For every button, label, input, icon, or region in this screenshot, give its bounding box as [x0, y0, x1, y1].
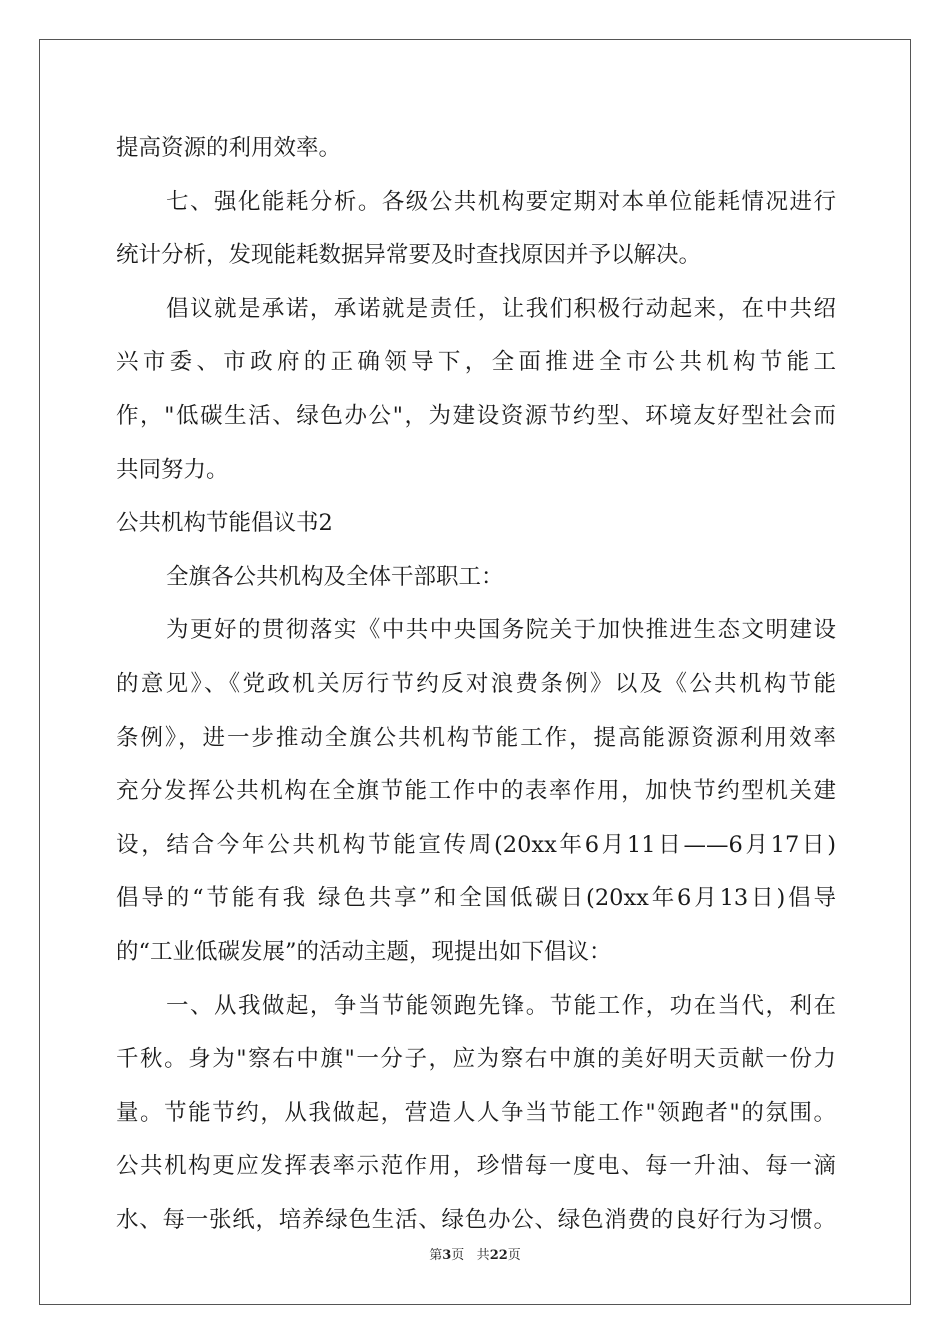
text-line: 千秋。身为"察右中旗"一分子，应为察右中旗的美好明天贡献一份力 [116, 1046, 836, 1073]
text-line: 一、从我做起，争当节能领跑先锋。节能工作，功在当代，利在 [166, 992, 836, 1019]
text-line: 的意见》、《党政机关厉行节约反对浪费条例》以及《公共机构节能 [116, 670, 836, 697]
text-line: 为更好的贯彻落实《中共中央国务院关于加快推进生态文明建设 [166, 617, 836, 644]
footer-total-suffix: 页 [507, 1248, 521, 1263]
text-line: 共同努力。 [116, 456, 229, 483]
total-page-count: 22 [489, 1248, 508, 1263]
document-body [116, 122, 836, 1247]
text-line: 七、强化能耗分析。各级公共机构要定期对本单位能耗情况进行 [166, 188, 836, 215]
text-line: 公共机构节能倡议书2 [116, 510, 333, 537]
footer-prefix: 第 [429, 1248, 443, 1263]
text-line: 量。节能节约，从我做起，营造人人争当节能工作"领跑者"的氛围。 [116, 1099, 836, 1126]
text-line: 倡导的“节能有我 绿色共享”和全国低碳日(20xx年6月13日)倡导 [116, 885, 836, 912]
current-page-number: 3 [442, 1248, 452, 1263]
text-line: 水、每一张纸，培养绿色生活、绿色办公、绿色消费的良好行为习惯。 [116, 1206, 836, 1233]
text-line: 设，结合今年公共机构节能宣传周(20xx年6月11日——6月17日) [116, 831, 836, 858]
text-line: 倡议就是承诺，承诺就是责任，让我们积极行动起来，在中共绍 [166, 295, 836, 322]
text-line: 提高资源的利用效率。 [116, 135, 342, 161]
text-line: 统计分析，发现能耗数据异常要及时查找原因并予以解决。 [116, 242, 702, 269]
text-line: 全旗各公共机构及全体干部职工： [166, 563, 504, 590]
text-line: 公共机构更应发挥表率示范作用，珍惜每一度电、每一升油、每一滴 [116, 1153, 836, 1180]
text-line: 作，"低碳生活、绿色办公"，为建设资源节约型、环境友好型社会而 [116, 402, 836, 429]
text-line: 条例》，进一步推动全旗公共机构节能工作，提高能源资源利用效率 [116, 724, 836, 751]
footer-total-prefix: 共 [476, 1248, 490, 1263]
footer-page-word: 页 [451, 1248, 465, 1263]
text-line: 兴市委、市政府的正确领导下，全面推进全市公共机构节能工 [116, 349, 836, 376]
page-footer [0, 1246, 950, 1266]
text-line: 充分发挥公共机构在全旗节能工作中的表率作用，加快节约型机关建 [116, 778, 836, 805]
text-line: 的“工业低碳发展”的活动主题，现提出如下倡议： [116, 938, 612, 965]
